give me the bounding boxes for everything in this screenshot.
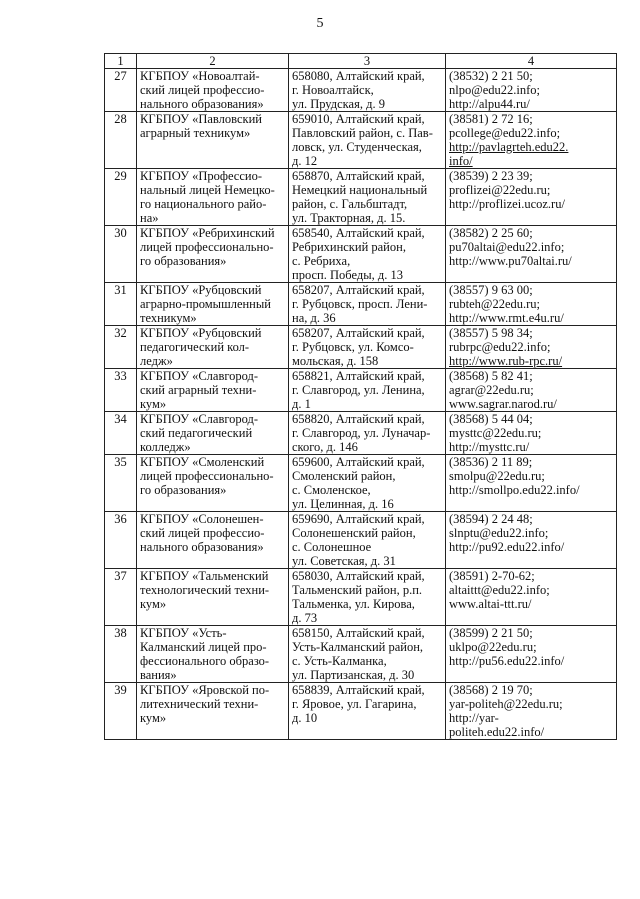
website-link[interactable]: http://pavlagrteh.edu22. xyxy=(449,140,569,154)
table-row xyxy=(105,369,617,412)
institution-name-line: ский лицей профессио- xyxy=(140,526,265,540)
contact-line: (38568) 2 19 70; xyxy=(449,683,533,697)
address-cell xyxy=(289,683,446,740)
contact-line: nlpo@edu22.info; xyxy=(449,83,541,97)
contact-line: (38536) 2 11 89; xyxy=(449,455,533,469)
address-line: 658030, Алтайский край, xyxy=(292,569,425,583)
institution-name-line: на» xyxy=(140,211,159,225)
institution-name-line: ский аграрный техни- xyxy=(140,383,257,397)
contacts-cell xyxy=(446,512,617,569)
institution-name-cell xyxy=(137,169,289,226)
institution-name-line: КГБПОУ «Славгород- xyxy=(140,412,259,426)
column-header-4: 4 xyxy=(446,54,617,69)
address-cell xyxy=(289,512,446,569)
contact-line: http://www.pu70altai.ru/ xyxy=(449,254,572,268)
address-line: Тальменка, ул. Кирова, xyxy=(292,597,415,611)
address-line: ул. Целинная, д. 16 xyxy=(292,497,394,511)
institution-name-line: ледж» xyxy=(140,354,173,368)
address-line: 658150, Алтайский край, xyxy=(292,626,425,640)
address-line: с. Ребриха, xyxy=(292,254,351,268)
institutions-table xyxy=(104,53,617,740)
address-line: г. Рубцовск, ул. Комсо- xyxy=(292,340,414,354)
institution-name-line: технологический техни- xyxy=(140,583,270,597)
contact-line: agrar@22edu.ru; xyxy=(449,383,534,397)
contact-line: (38568) 5 82 41; xyxy=(449,369,533,383)
contacts-cell xyxy=(446,283,617,326)
address-line: г. Славгород, ул. Ленина, xyxy=(292,383,425,397)
institution-name-line: техникум» xyxy=(140,311,197,325)
address-line: Тальменский район, р.п. xyxy=(292,583,423,597)
column-header-1: 1 xyxy=(105,54,137,69)
institution-name-line: го образования» xyxy=(140,254,227,268)
address-line: 659600, Алтайский край, xyxy=(292,455,425,469)
row-number: 36 xyxy=(105,512,137,569)
address-line: д. 10 xyxy=(292,711,318,725)
address-line: г. Рубцовск, просп. Лени- xyxy=(292,297,428,311)
institution-name-line: вания» xyxy=(140,668,177,682)
contact-line: http://www.rmt.e4u.ru/ xyxy=(449,311,564,325)
institution-name-line: КГБПОУ «Рубцовский xyxy=(140,283,262,297)
address-line: г. Новоалтайск, xyxy=(292,83,374,97)
address-line: г. Яровое, ул. Гагарина, xyxy=(292,697,417,711)
row-number: 39 xyxy=(105,683,137,740)
table-row xyxy=(105,626,617,683)
institution-name-cell xyxy=(137,412,289,455)
contact-line: (38594) 2 24 48; xyxy=(449,512,533,526)
contacts-cell xyxy=(446,112,617,169)
institution-name-line: КГБПОУ «Смоленский xyxy=(140,455,265,469)
address-cell xyxy=(289,226,446,283)
page-number: 5 xyxy=(316,16,324,31)
institution-name-line: го образования» xyxy=(140,483,227,497)
contact-line: (38532) 2 21 50; xyxy=(449,69,533,83)
table-row xyxy=(105,226,617,283)
address-cell xyxy=(289,455,446,512)
address-line: д. 12 xyxy=(292,154,318,168)
institution-name-line: фессионального образо- xyxy=(140,654,270,668)
institution-name-line: кум» xyxy=(140,597,167,611)
address-line: район, с. Гальбштадт, xyxy=(292,197,408,211)
row-number: 35 xyxy=(105,455,137,512)
institution-name-cell xyxy=(137,283,289,326)
column-header-2: 2 xyxy=(137,54,289,69)
institution-name-line: лицей профессионально- xyxy=(140,469,274,483)
row-number: 34 xyxy=(105,412,137,455)
address-line: Ребрихинский район, xyxy=(292,240,406,254)
table-row xyxy=(105,569,617,626)
address-line: просп. Победы, д. 13 xyxy=(292,268,403,282)
contact-line: pu70altai@edu22.info; xyxy=(449,240,565,254)
address-line: 658207, Алтайский край, xyxy=(292,326,425,340)
address-line: 658207, Алтайский край, xyxy=(292,283,425,297)
address-line: 658870, Алтайский край, xyxy=(292,169,425,183)
contacts-cell xyxy=(446,226,617,283)
institution-name-line: колледж» xyxy=(140,440,191,454)
website-link[interactable]: http://www.rub-rpc.ru/ xyxy=(449,354,563,368)
contact-line: politeh.edu22.info/ xyxy=(449,725,545,739)
institution-name-cell xyxy=(137,455,289,512)
institution-name-line: КГБПОУ «Павловский xyxy=(140,112,262,126)
contacts-cell xyxy=(446,455,617,512)
address-cell xyxy=(289,412,446,455)
contact-line: http://proflizei.ucoz.ru/ xyxy=(449,197,565,211)
institution-name-cell xyxy=(137,683,289,740)
institution-name-line: КГБПОУ «Новоалтай- xyxy=(140,69,260,83)
address-line: д. 73 xyxy=(292,611,318,625)
table-header-row xyxy=(105,54,617,69)
address-cell xyxy=(289,169,446,226)
table-row xyxy=(105,512,617,569)
institution-name-cell xyxy=(137,369,289,412)
address-cell xyxy=(289,326,446,369)
row-number: 33 xyxy=(105,369,137,412)
institution-name-line: КГБПОУ «Рубцовский xyxy=(140,326,262,340)
institution-name-line: КГБПОУ «Славгород- xyxy=(140,369,259,383)
address-line: 658820, Алтайский край, xyxy=(292,412,425,426)
table-row xyxy=(105,455,617,512)
address-line: г. Славгород, ул. Луначар- xyxy=(292,426,431,440)
contact-line: (38568) 5 44 04; xyxy=(449,412,533,426)
address-line: с. Усть-Калманка, xyxy=(292,654,387,668)
contact-line: (38591) 2-70-62; xyxy=(449,569,535,583)
address-line: Павловский район, с. Пав- xyxy=(292,126,433,140)
contacts-cell xyxy=(446,626,617,683)
institution-name-cell xyxy=(137,626,289,683)
institution-name-line: нальный лицей Немецко- xyxy=(140,183,275,197)
institution-name-line: КГБПОУ «Солонешен- xyxy=(140,512,264,526)
contact-line: altaittt@edu22.info; xyxy=(449,583,550,597)
address-line: с. Солонешное xyxy=(292,540,372,554)
address-line: д. 1 xyxy=(292,397,311,411)
contact-line: slnptu@edu22.info; xyxy=(449,526,549,540)
address-line: 659010, Алтайский край, xyxy=(292,112,425,126)
row-number: 30 xyxy=(105,226,137,283)
institution-name-line: аграрно-промышленный xyxy=(140,297,271,311)
address-line: 659690, Алтайский край, xyxy=(292,512,425,526)
contact-line: http://smollpo.edu22.info/ xyxy=(449,483,580,497)
row-number: 29 xyxy=(105,169,137,226)
institution-name-line: го национального райо- xyxy=(140,197,267,211)
institution-name-cell xyxy=(137,112,289,169)
institution-name-line: литехнический техни- xyxy=(140,697,259,711)
institution-name-line: КГБПОУ «Тальменский xyxy=(140,569,269,583)
address-line: ул. Прудская, д. 9 xyxy=(292,97,385,111)
address-cell xyxy=(289,369,446,412)
institution-name-line: КГБПОУ «Ребрихинский xyxy=(140,226,275,240)
institution-name-cell xyxy=(137,326,289,369)
institution-name-line: ский педагогический xyxy=(140,426,253,440)
institution-name-line: КГБПОУ «Профессио- xyxy=(140,169,263,183)
contact-line: yar-politeh@22edu.ru; xyxy=(449,697,563,711)
address-line: ул. Тракторная, д. 15. xyxy=(292,211,406,225)
contacts-cell xyxy=(446,326,617,369)
address-line: 658839, Алтайский край, xyxy=(292,683,425,697)
contact-line: http://pu56.edu22.info/ xyxy=(449,654,565,668)
institution-name-line: КГБПОУ «Усть- xyxy=(140,626,227,640)
institution-name-line: нального образования» xyxy=(140,540,264,554)
column-header-3: 3 xyxy=(289,54,446,69)
address-line: ул. Партизанская, д. 30 xyxy=(292,668,415,682)
address-line: ул. Советская, д. 31 xyxy=(292,554,396,568)
institution-name-line: аграрный техникум» xyxy=(140,126,251,140)
row-number: 28 xyxy=(105,112,137,169)
address-cell xyxy=(289,569,446,626)
institution-name-line: КГБПОУ «Яровской по- xyxy=(140,683,270,697)
institution-name-line: нального образования» xyxy=(140,97,264,111)
institution-name-cell xyxy=(137,569,289,626)
institution-name-cell xyxy=(137,512,289,569)
institution-name-line: кум» xyxy=(140,711,167,725)
contact-line: proflizei@22edu.ru; xyxy=(449,183,551,197)
contact-line: http://alpu44.ru/ xyxy=(449,97,530,111)
address-line: Смоленский район, xyxy=(292,469,396,483)
institution-name-cell xyxy=(137,69,289,112)
contact-line: http://yar- xyxy=(449,711,499,725)
address-line: Солонешенский район, xyxy=(292,526,416,540)
table-row xyxy=(105,683,617,740)
row-number: 32 xyxy=(105,326,137,369)
row-number: 31 xyxy=(105,283,137,326)
institution-name-line: лицей профессионально- xyxy=(140,240,274,254)
website-link[interactable]: info/ xyxy=(449,154,473,168)
row-number: 38 xyxy=(105,626,137,683)
contacts-cell xyxy=(446,569,617,626)
row-number: 27 xyxy=(105,69,137,112)
address-line: Усть-Калманский район, xyxy=(292,640,424,654)
table-row xyxy=(105,412,617,455)
table-body xyxy=(105,69,617,740)
institution-name-line: педагогический кол- xyxy=(140,340,250,354)
address-line: с. Смоленское, xyxy=(292,483,371,497)
institution-name-line: ский лицей профессио- xyxy=(140,83,265,97)
address-cell xyxy=(289,69,446,112)
contacts-cell xyxy=(446,412,617,455)
contacts-cell xyxy=(446,69,617,112)
contact-line: smolpu@22edu.ru; xyxy=(449,469,545,483)
address-line: 658540, Алтайский край, xyxy=(292,226,425,240)
contact-line: (38599) 2 21 50; xyxy=(449,626,533,640)
address-cell xyxy=(289,283,446,326)
table-row xyxy=(105,326,617,369)
institution-name-line: кум» xyxy=(140,397,167,411)
row-number: 37 xyxy=(105,569,137,626)
contact-line: http://mysttc.ru/ xyxy=(449,440,530,454)
address-line: 658821, Алтайский край, xyxy=(292,369,425,383)
contact-line: pcollege@edu22.info; xyxy=(449,126,561,140)
address-cell xyxy=(289,626,446,683)
address-line: на, д. 36 xyxy=(292,311,336,325)
contacts-cell xyxy=(446,169,617,226)
contact-line: (38557) 9 63 00; xyxy=(449,283,533,297)
table-row xyxy=(105,69,617,112)
contacts-cell xyxy=(446,369,617,412)
address-cell xyxy=(289,112,446,169)
table-row xyxy=(105,169,617,226)
address-line: Немецкий национальный xyxy=(292,183,428,197)
contact-line: www.sagrar.narod.ru/ xyxy=(449,397,557,411)
institution-name-cell xyxy=(137,226,289,283)
address-line: ского, д. 146 xyxy=(292,440,358,454)
contact-line: (38582) 2 25 60; xyxy=(449,226,533,240)
contact-line: rubrpc@edu22.info; xyxy=(449,340,551,354)
contact-line: http://pu92.edu22.info/ xyxy=(449,540,565,554)
contact-line: (38539) 2 23 39; xyxy=(449,169,533,183)
contact-line: mysttc@22edu.ru; xyxy=(449,426,542,440)
contacts-cell xyxy=(446,683,617,740)
address-line: ловск, ул. Студенческая, xyxy=(292,140,422,154)
address-line: мольская, д. 158 xyxy=(292,354,379,368)
contact-line: www.altai-ttt.ru/ xyxy=(449,597,532,611)
institution-name-line: Калманский лицей про- xyxy=(140,640,267,654)
contact-line: rubteh@22edu.ru; xyxy=(449,297,541,311)
address-line: 658080, Алтайский край, xyxy=(292,69,425,83)
contact-line: uklpo@22edu.ru; xyxy=(449,640,537,654)
table-row xyxy=(105,112,617,169)
table-row xyxy=(105,283,617,326)
contact-line: (38557) 5 98 34; xyxy=(449,326,533,340)
contact-line: (38581) 2 72 16; xyxy=(449,112,533,126)
